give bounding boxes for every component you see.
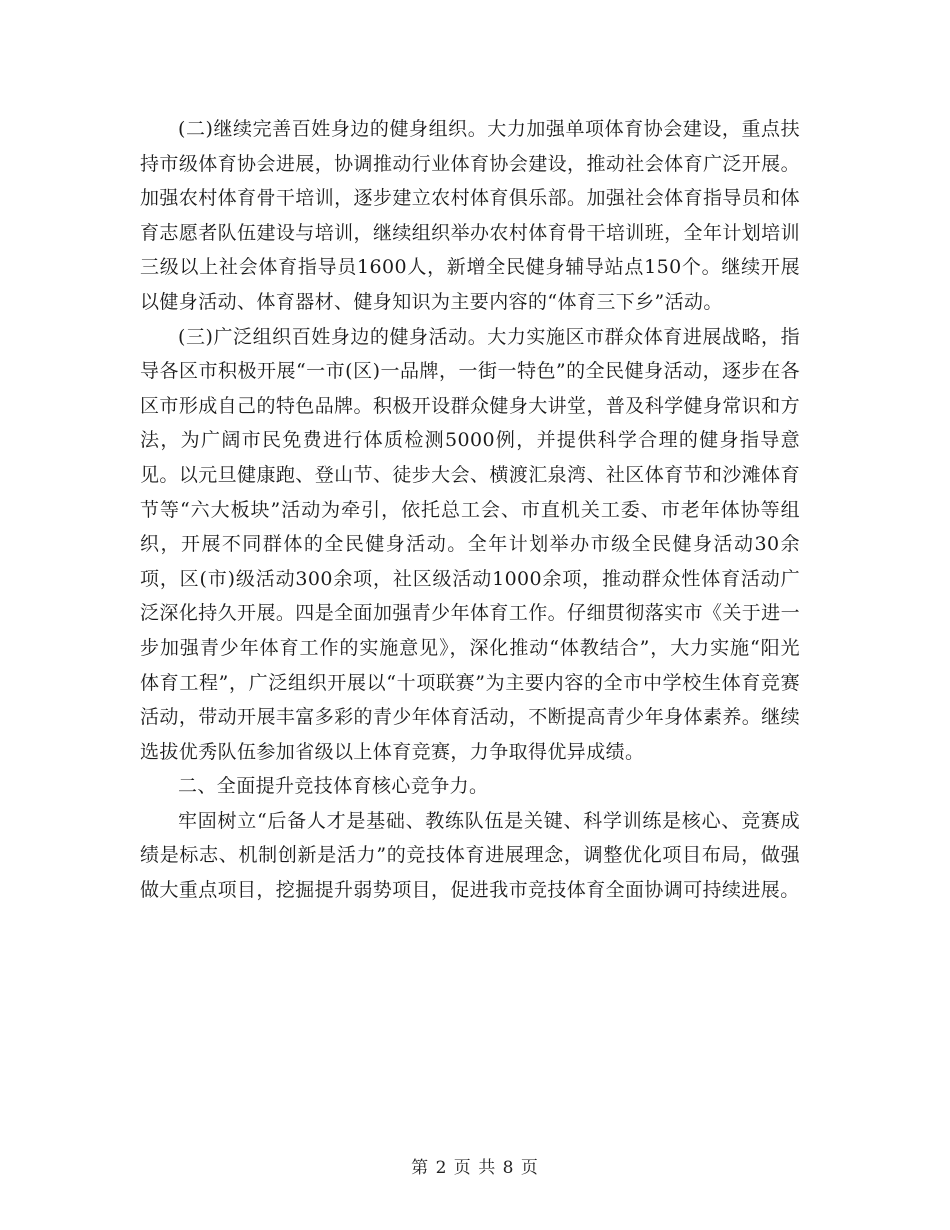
- paragraph-competitive-sports-concept: 牢固树立“后备人才是基础、教练队伍是关键、科学训练是核心、竞赛成绩是标志、机制创新是活力”的竞技体育进展理念，调整优化项目布局，做强做大重点项目，挖掘提升弱势项目，促进我市竞技体育全面协调可持续进展。: [140, 809, 800, 902]
- paragraph-sports-organizations: (二)继续完善百姓身边的健身组织。大力加强单项体育协会建设，重点扶持市级体育协会进展，协调推动行业体育协会建设，推动社会体育广泛开展。加强农村体育骨干培训，逐步建立农村体育俱乐部。加强社会体育指导员和体育志愿者队伍建设与培训，继续组织举办农村体育骨干培训班，全年计划培训三级以上社会体育指导员1600人，新增全民健身辅导站点150个。继续开展以健身活动、体育器材、健身知识为主要内容的“体育三下乡”活动。: [140, 118, 800, 313]
- section-heading-competitive-sports: 二、全面提升竞技体育核心竞争力。: [178, 775, 489, 798]
- document-body: [140, 112, 800, 908]
- page-number: 第 2 页 共 8 页: [411, 1158, 539, 1178]
- paragraph-fitness-activities: (三)广泛组织百姓身边的健身活动。大力实施区市群众体育进展战略，指导各区市积极开展“一市(区)一品牌，一街一特色”的全民健身活动，逐步在各区市形成自己的特色品牌。积极开设群众健身大讲堂，普及科学健身常识和方法，为广阔市民免费进行体质检测5000例，并提供科学合理的健身指导意见。以元旦健康跑、登山节、徒步大会、横渡汇泉湾、社区体育节和沙滩体育节等“六大板块”活动为牵引，依托总工会、市直机关工委、市老年体协等组织，开展不同群体的全民健身活动。全年计划举办市级全民健身活动30余项，区(市)级活动300余项，社区级活动1000余项，推动群众性体育活动广泛深化持久开展。四是全面加强青少年体育工作。仔细贯彻落实市《关于进一步加强青少年体育工作的实施意见》，深化推动“体教结合”，大力实施“阳光体育工程”，广泛组织开展以“十项联赛”为主要内容的全市中学校生体育竞赛活动，带动开展丰富多彩的青少年体育活动，不断提高青少年身体素养。继续选拔优秀队伍参加省级以上体育竞赛，力争取得优异成绩。: [140, 325, 800, 763]
